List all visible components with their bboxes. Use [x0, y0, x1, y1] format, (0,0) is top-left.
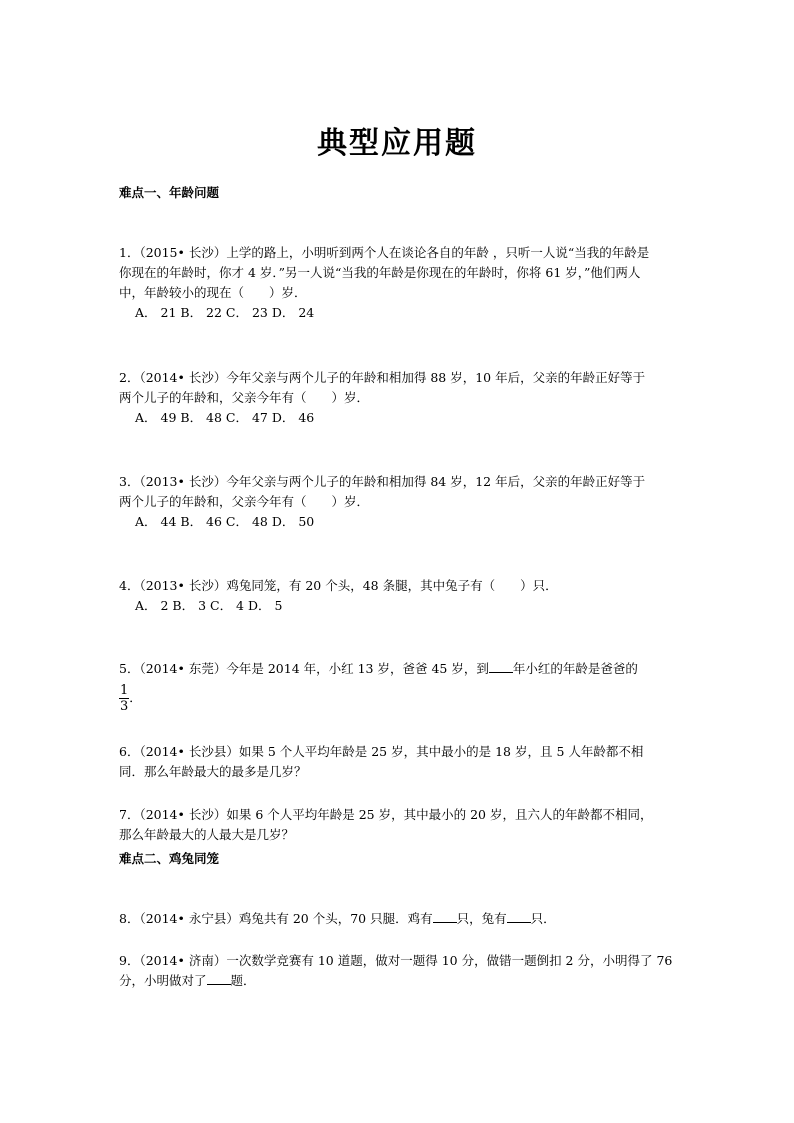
- question-2-line-2: 两个儿子的年龄和，父亲今年有（ ）岁．: [119, 390, 370, 405]
- question-4-line-1: 4．（2013• 长沙）鸡兔同笼，有 20 个头，48 条腿，其中兔子有（ ）只．: [119, 578, 558, 593]
- question-8-text-a: 8．（2014• 永宁县）鸡兔共有 20 个头，70 只腿．鸡有: [119, 911, 433, 926]
- question-6-line-1: 6．（2014• 长沙县）如果 5 个人平均年龄是 25 岁，其中最小的是 18 岁，且 5 人年龄都不相: [119, 744, 644, 759]
- answer-blank: [489, 660, 513, 673]
- answer-blank: [433, 910, 457, 923]
- question-5: [119, 659, 679, 714]
- question-2-options: A． 49 B． 48 C． 47 D． 46: [135, 410, 315, 425]
- answer-blank: [207, 972, 231, 985]
- question-7-line-2: 那么年龄最大的人最大是几岁？: [119, 827, 295, 842]
- question-9-line-1: 9．（2014• 济南）一次数学竞赛有 10 道题，做对一题得 10 分，做错一题倒扣 2 分，小明得了 76: [119, 953, 673, 968]
- question-3: [119, 472, 679, 532]
- question-6: [119, 742, 679, 782]
- question-2-line-1: 2．（2014• 长沙）今年父亲与两个儿子的年龄和相加得 88 岁，10 年后，父亲的年龄正好等于: [119, 370, 646, 385]
- section-heading-chicken-rabbit: 难点二、鸡兔同笼: [119, 851, 220, 866]
- question-9-text-a: 分，小明做对了: [119, 973, 207, 988]
- question-1-line-1: 1．（2015• 长沙）上学的路上，小明听到两个人在谈论各自的年龄 ，只听一人说“当我的年龄是: [119, 245, 650, 260]
- fraction-one-third: [119, 683, 129, 714]
- question-1-line-2: 你现在的年龄时，你才 4 岁．”另一人说“当我的年龄是你现在的年龄时，你将 61 岁，”他们两人: [119, 265, 641, 280]
- question-1: [119, 243, 679, 323]
- question-6-line-2: 同．那么年龄最大的最多是几岁？: [119, 764, 307, 779]
- fraction-denominator: 3: [120, 699, 129, 714]
- question-9: [119, 951, 679, 991]
- question-9-text-b: 题．: [230, 973, 256, 988]
- question-3-line-2: 两个儿子的年龄和，父亲今年有（ ）岁．: [119, 494, 370, 509]
- question-2: [119, 368, 679, 428]
- question-3-line-1: 3．（2013• 长沙）今年父亲与两个儿子的年龄和相加得 84 岁，12 年后，父亲的年龄正好等于: [119, 474, 646, 489]
- question-4: [119, 576, 679, 616]
- question-8-text-b: 只，兔有: [456, 911, 507, 926]
- question-4-options: A． 2 B． 3 C． 4 D． 5: [135, 598, 283, 613]
- question-8-text-c: 只．: [530, 911, 556, 926]
- question-5-text-b: 年小红的年龄是爸爸的: [512, 661, 638, 676]
- question-5-end: ．: [129, 690, 142, 705]
- question-7: [119, 805, 679, 845]
- question-8: [119, 909, 679, 929]
- question-1-line-3: 中，年龄较小的现在（ ）岁．: [119, 285, 307, 300]
- answer-blank: [507, 910, 531, 923]
- question-1-options: A． 21 B． 22 C． 23 D． 24: [135, 305, 315, 320]
- question-3-options: A． 44 B． 46 C． 48 D． 50: [135, 514, 315, 529]
- section-heading-age: 难点一、年龄问题: [119, 185, 220, 200]
- page-title: 典型应用题: [317, 126, 477, 161]
- fraction-numerator: 1: [120, 683, 129, 698]
- question-7-line-1: 7．（2014• 长沙）如果 6 个人平均年龄是 25 岁，其中最小的 20 岁，且六人的年龄都不相同，: [119, 807, 653, 822]
- question-5-text-a: 5．（2014• 东莞）今年是 2014 年，小红 13 岁，爸爸 45 岁，到: [119, 661, 489, 676]
